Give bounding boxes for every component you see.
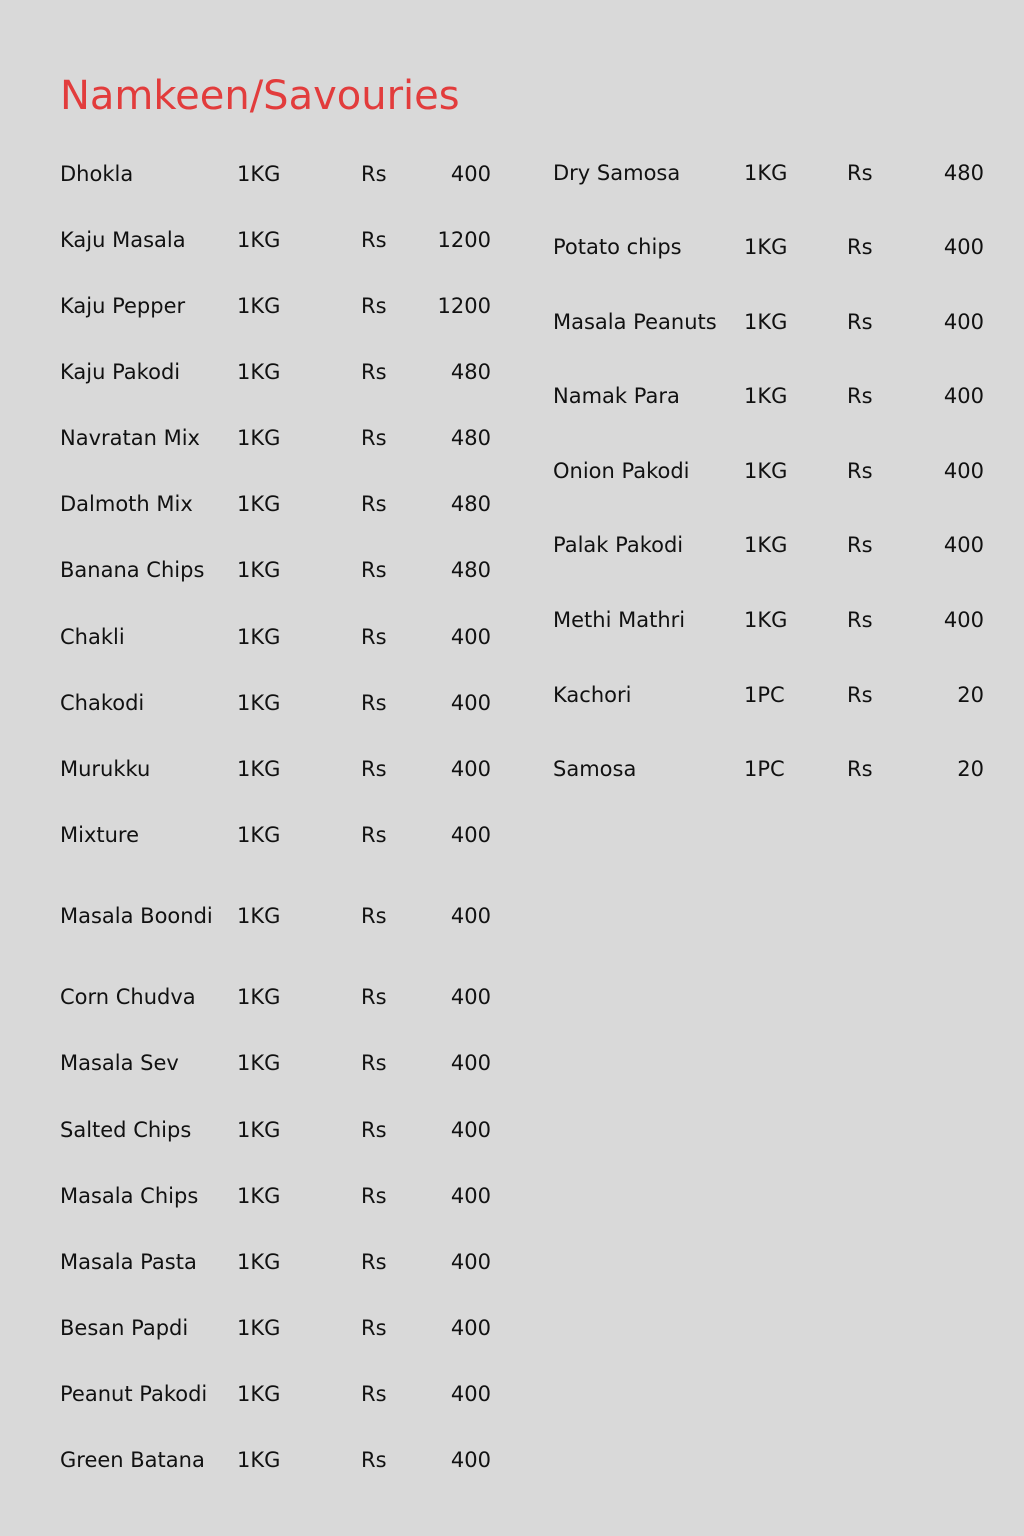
item-name: Banana Chips	[60, 558, 205, 582]
item-price: 400	[450, 1448, 491, 1472]
item-currency: Rs	[361, 1051, 387, 1075]
item-name: Masala Chips	[60, 1184, 199, 1208]
item-price: 400	[450, 691, 491, 715]
item-price: 1200	[437, 294, 491, 318]
item-currency: Rs	[847, 459, 873, 483]
item-unit: 1KG	[237, 426, 281, 450]
item-currency: Rs	[361, 1448, 387, 1472]
item-name: Chakli	[60, 625, 125, 649]
item-unit: 1KG	[237, 558, 281, 582]
item-price: 400	[943, 384, 984, 408]
item-name: Mixture	[60, 823, 140, 847]
item-name: Dalmoth Mix	[60, 492, 193, 516]
menu-title: Namkeen/Savouries	[60, 73, 460, 119]
item-price: 400	[450, 162, 491, 186]
item-price: 480	[450, 426, 491, 450]
item-name: Salted Chips	[60, 1118, 192, 1142]
item-name: Murukku	[60, 757, 151, 781]
item-price: 400	[450, 1184, 491, 1208]
item-price: 400	[450, 757, 491, 781]
item-price: 20	[957, 757, 984, 781]
item-currency: Rs	[847, 683, 873, 707]
item-currency: Rs	[361, 691, 387, 715]
item-currency: Rs	[361, 492, 387, 516]
item-currency: Rs	[361, 162, 387, 186]
item-currency: Rs	[361, 1316, 387, 1340]
item-currency: Rs	[361, 625, 387, 649]
item-unit: 1KG	[744, 384, 788, 408]
item-currency: Rs	[361, 1184, 387, 1208]
item-name: Samosa	[553, 757, 637, 781]
item-currency: Rs	[847, 310, 873, 334]
item-currency: Rs	[361, 1382, 387, 1406]
item-unit: 1KG	[237, 904, 281, 928]
item-unit: 1KG	[744, 608, 788, 632]
item-name: Potato chips	[553, 235, 682, 259]
item-price: 400	[450, 1316, 491, 1340]
item-unit: 1KG	[237, 1382, 281, 1406]
item-price: 400	[943, 533, 984, 557]
item-name: Kaju Pakodi	[60, 360, 181, 384]
item-currency: Rs	[847, 608, 873, 632]
item-name: Kaju Masala	[60, 228, 186, 252]
item-price: 400	[943, 310, 984, 334]
item-unit: 1KG	[744, 310, 788, 334]
item-currency: Rs	[361, 823, 387, 847]
item-name: Masala Pasta	[60, 1250, 197, 1274]
item-price: 400	[450, 1051, 491, 1075]
item-currency: Rs	[361, 294, 387, 318]
item-currency: Rs	[361, 757, 387, 781]
item-price: 480	[450, 360, 491, 384]
item-unit: 1KG	[237, 294, 281, 318]
item-price: 400	[450, 1382, 491, 1406]
item-price: 480	[450, 558, 491, 582]
item-price: 480	[943, 161, 984, 185]
item-currency: Rs	[361, 360, 387, 384]
item-name: Dry Samosa	[553, 161, 681, 185]
item-price: 400	[943, 608, 984, 632]
item-unit: 1KG	[237, 492, 281, 516]
item-currency: Rs	[847, 235, 873, 259]
item-currency: Rs	[847, 384, 873, 408]
item-name: Palak Pakodi	[553, 533, 684, 557]
item-unit: 1KG	[237, 1250, 281, 1274]
item-price: 400	[943, 459, 984, 483]
item-unit: 1PC	[744, 757, 785, 781]
item-unit: 1KG	[237, 625, 281, 649]
item-name: Besan Papdi	[60, 1316, 189, 1340]
item-name: Chakodi	[60, 691, 145, 715]
item-name: Kachori	[553, 683, 632, 707]
item-unit: 1KG	[237, 162, 281, 186]
item-name: Peanut Pakodi	[60, 1382, 208, 1406]
item-unit: 1KG	[237, 1316, 281, 1340]
item-unit: 1KG	[237, 823, 281, 847]
item-currency: Rs	[361, 558, 387, 582]
item-name: Navratan Mix	[60, 426, 200, 450]
item-name: Masala Boondi	[60, 904, 213, 928]
item-price: 400	[450, 1250, 491, 1274]
item-price: 400	[450, 985, 491, 1009]
item-name: Onion Pakodi	[553, 459, 690, 483]
item-currency: Rs	[361, 1250, 387, 1274]
item-price: 400	[450, 823, 491, 847]
item-unit: 1KG	[237, 1448, 281, 1472]
item-unit: 1KG	[237, 360, 281, 384]
item-currency: Rs	[361, 426, 387, 450]
item-currency: Rs	[847, 757, 873, 781]
item-currency: Rs	[361, 904, 387, 928]
item-currency: Rs	[361, 985, 387, 1009]
item-name: Dhokla	[60, 162, 134, 186]
item-unit: 1KG	[744, 161, 788, 185]
item-name: Corn Chudva	[60, 985, 196, 1009]
item-unit: 1KG	[237, 1051, 281, 1075]
item-price: 400	[450, 1118, 491, 1142]
item-price: 20	[957, 683, 984, 707]
item-unit: 1KG	[744, 533, 788, 557]
item-name: Kaju Pepper	[60, 294, 186, 318]
item-price: 400	[943, 235, 984, 259]
item-name: Masala Sev	[60, 1051, 179, 1075]
item-name: Green Batana	[60, 1448, 205, 1472]
item-currency: Rs	[847, 533, 873, 557]
item-price: 480	[450, 492, 491, 516]
item-unit: 1KG	[744, 235, 788, 259]
item-currency: Rs	[361, 228, 387, 252]
item-unit: 1KG	[237, 1184, 281, 1208]
item-unit: 1KG	[237, 228, 281, 252]
item-price: 400	[450, 904, 491, 928]
item-name: Masala Peanuts	[553, 310, 717, 334]
item-price: 400	[450, 625, 491, 649]
item-currency: Rs	[847, 161, 873, 185]
item-unit: 1KG	[237, 985, 281, 1009]
item-name: Methi Mathri	[553, 608, 686, 632]
item-unit: 1KG	[237, 691, 281, 715]
item-price: 1200	[437, 228, 491, 252]
item-unit: 1KG	[237, 757, 281, 781]
item-name: Namak Para	[553, 384, 680, 408]
item-currency: Rs	[361, 1118, 387, 1142]
item-unit: 1KG	[237, 1118, 281, 1142]
item-unit: 1PC	[744, 683, 785, 707]
item-unit: 1KG	[744, 459, 788, 483]
